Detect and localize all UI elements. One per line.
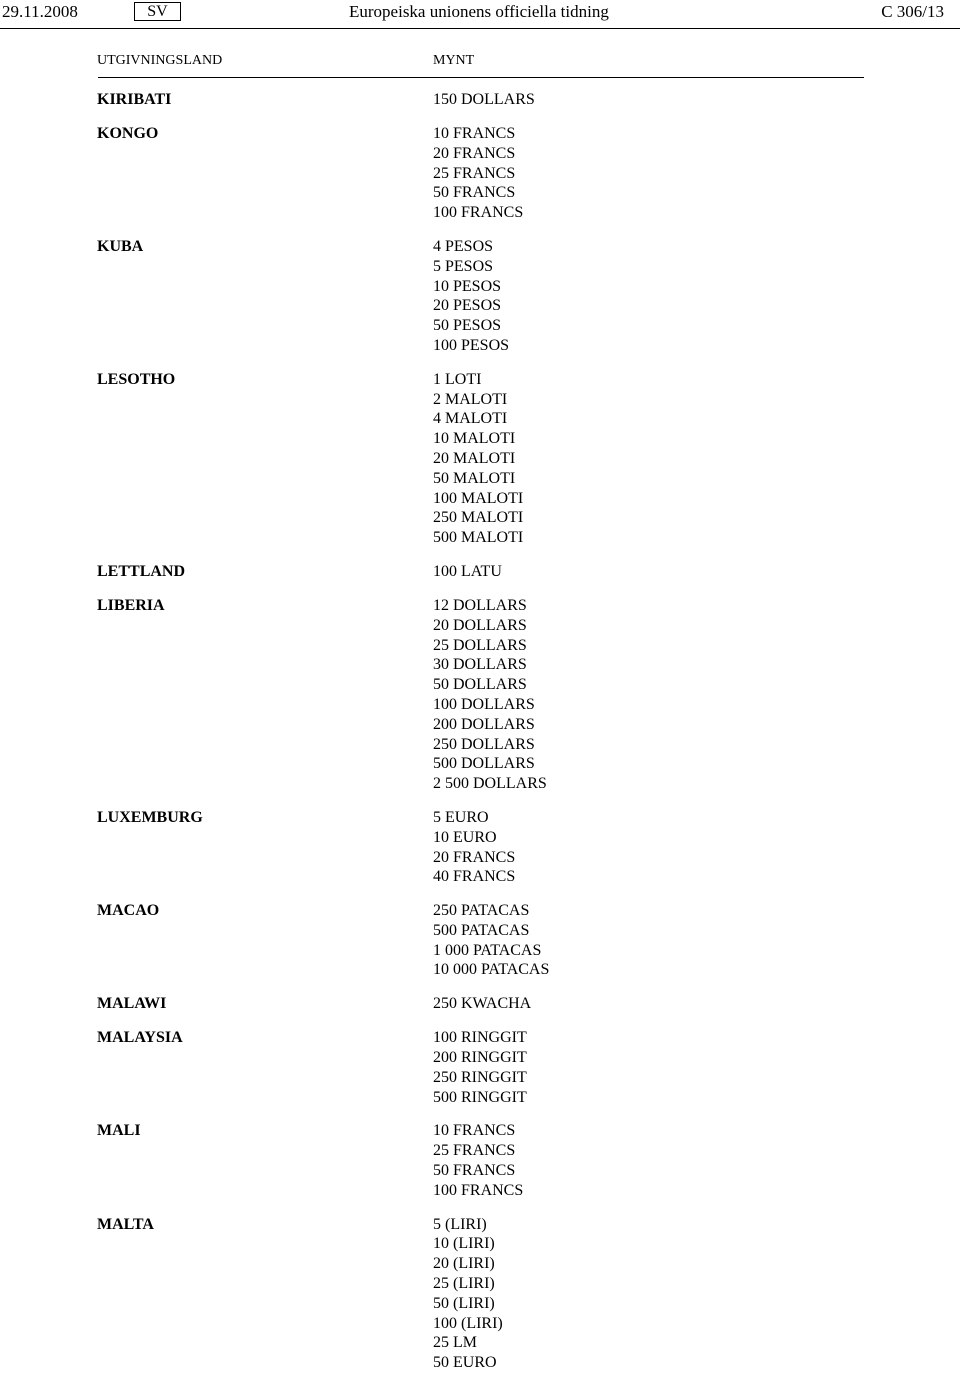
coin-denomination: 50 EURO xyxy=(433,1354,497,1372)
coin-denomination: 5 (LIRI) xyxy=(433,1215,487,1233)
coin-denomination: 250 DOLLARS xyxy=(433,735,535,753)
coin-denomination: 500 PATACAS xyxy=(433,921,530,939)
coin-denomination: 250 RINGGIT xyxy=(433,1068,527,1086)
coin-denomination: 25 LM xyxy=(433,1334,477,1352)
country-name: LETTLAND xyxy=(97,562,186,580)
coin-denomination: 100 FRANCS xyxy=(433,1181,524,1199)
country-name: LUXEMBURG xyxy=(97,808,203,826)
coin-list xyxy=(433,901,897,980)
table-row xyxy=(97,994,897,1014)
header-divider xyxy=(0,28,960,29)
language-badge: SV xyxy=(134,2,181,21)
issue-number: C 306/13 xyxy=(881,2,944,21)
table-row xyxy=(97,237,897,356)
coin-denomination: 20 (LIRI) xyxy=(433,1255,495,1273)
coin-denomination: 50 FRANCS xyxy=(433,184,516,202)
coin-denomination: 250 KWACHA xyxy=(433,995,532,1013)
coin-denomination: 5 EURO xyxy=(433,808,489,826)
coin-denomination: 50 MALOTI xyxy=(433,469,516,487)
coin-denomination: 30 DOLLARS xyxy=(433,656,527,674)
table-row xyxy=(97,596,897,794)
coin-list xyxy=(433,90,897,110)
coin-denomination: 100 DOLLARS xyxy=(433,695,535,713)
column-header-currency: MYNT xyxy=(433,53,475,68)
table-row xyxy=(97,562,897,582)
coin-denomination: 500 RINGGIT xyxy=(433,1088,527,1106)
coin-denomination: 100 (LIRI) xyxy=(433,1314,503,1332)
coin-denomination: 100 FRANCS xyxy=(433,204,524,222)
coin-list xyxy=(433,1121,897,1200)
coin-denomination: 250 MALOTI xyxy=(433,509,524,527)
coin-denomination: 100 RINGGIT xyxy=(433,1029,527,1047)
coin-list xyxy=(433,237,897,356)
coin-list xyxy=(433,1215,897,1373)
coin-denomination: 200 RINGGIT xyxy=(433,1049,527,1067)
coin-denomination: 4 PESOS xyxy=(433,237,494,255)
coin-denomination: 50 FRANCS xyxy=(433,1162,516,1180)
coin-denomination: 20 FRANCS xyxy=(433,848,516,866)
country-name: MALI xyxy=(97,1122,141,1140)
coin-list xyxy=(433,808,897,887)
coin-denomination: 250 PATACAS xyxy=(433,902,530,920)
coin-denomination: 50 DOLLARS xyxy=(433,676,527,694)
coin-list xyxy=(433,596,897,794)
table-row xyxy=(97,901,897,980)
coin-denomination: 25 DOLLARS xyxy=(433,636,527,654)
country-name: KUBA xyxy=(97,237,144,255)
coin-denomination: 12 DOLLARS xyxy=(433,596,527,614)
publication-date: 29.11.2008 xyxy=(2,2,78,21)
coin-denomination: 500 MALOTI xyxy=(433,529,524,547)
coin-denomination: 20 FRANCS xyxy=(433,144,516,162)
country-name: MACAO xyxy=(97,902,160,920)
column-header-divider xyxy=(98,77,864,78)
country-name: KIRIBATI xyxy=(97,91,172,108)
coin-denomination: 100 LATU xyxy=(433,562,502,580)
coin-denomination: 20 PESOS xyxy=(433,297,502,315)
table-row xyxy=(97,370,897,548)
coin-list xyxy=(433,1028,897,1107)
coin-list xyxy=(433,370,897,548)
country-name: LESOTHO xyxy=(97,370,176,388)
country-name: KONGO xyxy=(97,125,159,142)
coin-denomination: 10 FRANCS xyxy=(433,125,516,142)
journal-title: Europeiska unionens officiella tidning xyxy=(349,2,609,21)
coin-denomination: 10 FRANCS xyxy=(433,1122,516,1140)
coin-denomination: 100 MALOTI xyxy=(433,489,524,507)
country-name: MALTA xyxy=(97,1215,154,1233)
coin-denomination: 10 MALOTI xyxy=(433,430,516,448)
coin-denomination: 4 MALOTI xyxy=(433,410,508,428)
coin-denomination: 2 500 DOLLARS xyxy=(433,775,547,793)
coin-denomination: 2 MALOTI xyxy=(433,390,508,408)
coin-table xyxy=(97,90,897,1387)
coin-denomination: 25 FRANCS xyxy=(433,1142,516,1160)
coin-denomination: 1 000 PATACAS xyxy=(433,941,542,959)
coin-denomination: 100 PESOS xyxy=(433,336,510,354)
coin-denomination: 20 MALOTI xyxy=(433,449,516,467)
coin-list xyxy=(433,994,897,1014)
coin-denomination: 10 (LIRI) xyxy=(433,1235,495,1253)
column-header-country: UTGIVNINGSLAND xyxy=(97,53,223,68)
coin-denomination: 500 DOLLARS xyxy=(433,755,535,773)
coin-denomination: 50 (LIRI) xyxy=(433,1294,495,1312)
coin-denomination: 10 PESOS xyxy=(433,277,502,295)
coin-denomination: 200 DOLLARS xyxy=(433,715,535,733)
table-row xyxy=(97,90,897,110)
coin-denomination: 20 DOLLARS xyxy=(433,616,527,634)
coin-denomination: 1 LOTI xyxy=(433,370,482,388)
coin-denomination: 150 DOLLARS xyxy=(433,91,535,108)
table-row xyxy=(97,1028,897,1107)
country-name: MALAYSIA xyxy=(97,1029,183,1047)
table-row xyxy=(97,124,897,223)
coin-denomination: 50 PESOS xyxy=(433,317,502,335)
table-row xyxy=(97,808,897,887)
coin-denomination: 5 PESOS xyxy=(433,257,494,275)
coin-list xyxy=(433,124,897,223)
coin-denomination: 40 FRANCS xyxy=(433,868,516,886)
page-header xyxy=(0,0,960,27)
country-name: MALAWI xyxy=(97,995,167,1013)
country-name: LIBERIA xyxy=(97,596,165,614)
table-row xyxy=(97,1121,897,1200)
coin-denomination: 25 (LIRI) xyxy=(433,1275,495,1293)
coin-denomination: 10 000 PATACAS xyxy=(433,961,550,979)
coin-denomination: 10 EURO xyxy=(433,828,497,846)
coin-list xyxy=(433,562,897,582)
table-row xyxy=(97,1215,897,1373)
coin-denomination: 25 FRANCS xyxy=(433,164,516,182)
